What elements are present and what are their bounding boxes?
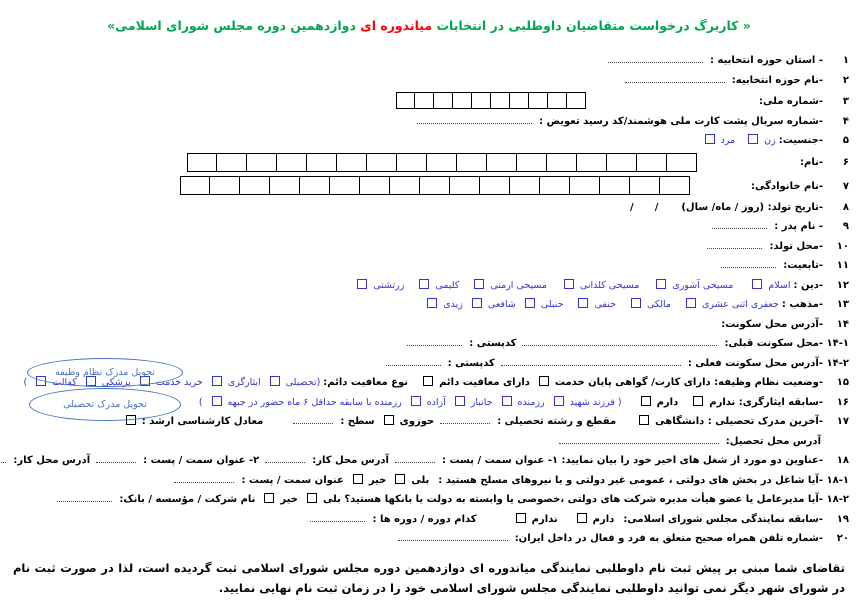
item-number: ۱۴-۲	[827, 357, 850, 369]
checkbox[interactable]	[475, 279, 485, 289]
checkbox[interactable]	[396, 474, 406, 484]
checkbox[interactable]	[657, 279, 667, 289]
char-box[interactable]	[631, 176, 661, 195]
char-boxes	[397, 92, 587, 109]
form-item-smart-card-serial	[10, 114, 850, 129]
spacer	[640, 287, 648, 288]
fill-in-field[interactable]	[294, 414, 334, 424]
fill-in-field[interactable]	[58, 492, 113, 502]
spacer	[615, 521, 621, 522]
char-box[interactable]	[241, 176, 271, 195]
option-label: حنبلی	[541, 299, 565, 310]
form-item-denomination	[10, 297, 850, 312]
spacer	[430, 482, 436, 483]
spacer	[409, 384, 415, 385]
field-label: عنوان سمت / پست :	[242, 474, 345, 486]
char-box[interactable]	[601, 176, 631, 195]
field-label: سطح :	[341, 416, 376, 427]
field-label: دارم	[593, 513, 616, 525]
item-number: ۶	[843, 157, 850, 168]
checkbox[interactable]	[271, 376, 281, 386]
option-label: آزاده	[427, 396, 447, 408]
field-label: ۲- عنوان سمت / پست :	[144, 455, 261, 466]
form-item-last-name	[10, 176, 850, 195]
char-boxes	[181, 176, 691, 195]
fill-in-field[interactable]	[399, 531, 509, 541]
option-label: حنفی	[595, 299, 617, 310]
form-items	[10, 53, 850, 546]
spacer	[564, 306, 570, 307]
option-label: جعفری اثنی عشری	[703, 299, 780, 310]
item-number: ۱۲	[837, 279, 850, 291]
field-label: -نام خانوادگی:	[752, 180, 824, 192]
field-label: - استان حوزه انتخابیه :	[711, 55, 824, 66]
item-number: ۲۰	[837, 533, 850, 544]
char-box[interactable]	[608, 153, 638, 172]
field-label: - نام پدر :	[775, 221, 824, 232]
char-box[interactable]	[638, 153, 668, 172]
option-label: زن	[765, 135, 777, 146]
checkbox[interactable]	[503, 396, 513, 406]
field-label: /	[631, 201, 635, 213]
char-box[interactable]	[211, 176, 241, 195]
option-label: (تحصیلی	[286, 377, 322, 388]
spacer	[659, 209, 679, 210]
form-title	[10, 18, 850, 33]
item-number: ۱۱	[837, 260, 850, 271]
checkbox[interactable]	[753, 279, 763, 289]
field-label: -عناوین دو مورد از شغل های اخیر خود را بیان نمایید: ۱- عنوان سمت / پست :	[442, 455, 824, 466]
char-box[interactable]	[473, 92, 492, 109]
military-doc-oval	[28, 358, 184, 387]
char-box[interactable]	[568, 92, 587, 109]
form-item-national-id	[10, 92, 850, 109]
spacer	[587, 103, 757, 104]
checkbox[interactable]	[642, 396, 652, 406]
checkbox[interactable]	[354, 474, 364, 484]
fill-in-field[interactable]	[722, 258, 777, 268]
fill-in-field[interactable]	[502, 356, 682, 366]
item-number: ۱۹	[837, 513, 850, 525]
fill-in-field[interactable]	[418, 114, 533, 124]
spacer	[679, 404, 685, 405]
item-number: ۱۸-۲	[827, 494, 850, 505]
checkbox[interactable]	[265, 493, 275, 503]
option-label: )	[199, 396, 204, 408]
education-doc-oval	[30, 388, 182, 421]
field-label: خیر	[369, 474, 388, 486]
char-box[interactable]	[188, 153, 218, 172]
field-label: -وضعیت نظام وظیفه: دارای کارت/ گواهی پایان خدمت	[555, 377, 824, 388]
item-number: ۱۴	[837, 318, 850, 330]
option-label: مسیحی کلدانی	[580, 279, 641, 291]
checkbox[interactable]	[578, 513, 588, 523]
field-label: آدرس محل کار:	[14, 455, 92, 466]
char-box[interactable]	[451, 176, 481, 195]
char-box[interactable]	[488, 153, 518, 172]
spacer	[698, 164, 798, 165]
field-label: -شماره سریال پشت کارت ملی هوشمند/کد رسید تعویض :	[540, 115, 824, 127]
field-label: -سابقه نمایندگی مجلس شورای اسلامی:	[624, 513, 824, 525]
checkbox[interactable]	[473, 298, 483, 308]
field-label: -جنسیت:	[779, 135, 824, 146]
char-box[interactable]	[571, 176, 601, 195]
char-box[interactable]	[278, 153, 308, 172]
item-number: ۱۸	[837, 455, 850, 466]
spacer	[460, 287, 466, 288]
field-label: معادل کارشناسی ارشد :	[142, 416, 265, 427]
field-label: -آدرس محل سکونت:	[722, 318, 824, 330]
option-label: کلیمی	[436, 279, 461, 291]
char-box[interactable]	[518, 153, 548, 172]
char-box[interactable]	[511, 92, 530, 109]
form-item-nationality	[10, 258, 850, 273]
char-box[interactable]	[398, 153, 428, 172]
item-number: ۷	[843, 180, 850, 192]
fill-in-field[interactable]	[408, 336, 463, 346]
fill-in-field[interactable]	[266, 453, 306, 463]
field-label: حوزوی	[400, 416, 436, 427]
fill-in-field[interactable]	[523, 336, 718, 346]
spacer	[264, 423, 288, 424]
char-box[interactable]	[549, 92, 568, 109]
form-item-recent-jobs	[10, 453, 850, 468]
spacer	[734, 287, 744, 288]
option-label: جانباز	[471, 396, 494, 408]
checkbox[interactable]	[632, 298, 642, 308]
item-number: ۴	[843, 115, 850, 127]
checkbox[interactable]	[358, 279, 368, 289]
checkbox[interactable]	[640, 415, 650, 425]
char-box[interactable]	[391, 176, 421, 195]
title-text-start: « کاربرگ درخواست متقاضیان داوطلبی در انتخابات	[433, 18, 752, 33]
field-label: -تاریخ تولد: (روز / ماه/ سال)	[682, 201, 824, 213]
title-text-end: دوازدهمین دوره مجلس شورای اسلامی»	[108, 18, 362, 33]
field-label: -آخرین مدرک تحصیلی : دانشگاهی	[656, 416, 824, 427]
char-boxes	[188, 153, 698, 172]
field-label: دارای معافیت دائم	[440, 377, 531, 388]
option-label: مسیحی ارمنی	[491, 279, 548, 291]
item-number: ۵	[843, 135, 850, 146]
fill-in-field[interactable]	[708, 239, 763, 249]
field-label: خیر	[281, 494, 299, 505]
form-item-father-name	[10, 219, 850, 234]
item-number: ۹	[843, 221, 850, 232]
form-item-gender	[10, 133, 850, 148]
char-box[interactable]	[308, 153, 338, 172]
fill-in-field[interactable]	[387, 356, 442, 366]
checkbox[interactable]	[456, 396, 466, 406]
char-box[interactable]	[548, 153, 578, 172]
option-label: پزشکی	[102, 377, 132, 388]
option-label: مالکی	[647, 299, 672, 310]
char-box[interactable]	[368, 153, 398, 172]
field-label: -تابعیت:	[784, 260, 824, 271]
fill-in-field[interactable]	[609, 53, 704, 63]
spacer	[548, 287, 556, 288]
form-item-public-sector-employment	[10, 473, 850, 488]
field-label: -نام:	[801, 157, 824, 168]
checkbox[interactable]	[687, 298, 697, 308]
field-label: -سابقه ایثارگری: ندارم	[710, 396, 824, 408]
form-item-electoral-province	[10, 53, 850, 68]
field-label: -دین :	[794, 279, 824, 291]
checkbox[interactable]	[526, 298, 536, 308]
item-number: ۱۸-۱	[827, 474, 850, 486]
char-box[interactable]	[416, 92, 435, 109]
field-label: نوع معافیت دائم:	[324, 377, 410, 388]
checkbox[interactable]	[213, 376, 223, 386]
form-item-parliament-record	[10, 512, 850, 527]
military-doc-oval-label: تحویل مدرک نظام وظیفه	[56, 367, 156, 378]
char-box[interactable]	[218, 153, 248, 172]
checkbox[interactable]	[213, 396, 223, 406]
item-number: ۸	[843, 201, 850, 213]
char-box[interactable]	[530, 92, 549, 109]
checkbox[interactable]	[517, 513, 527, 523]
checkbox[interactable]	[424, 376, 434, 386]
field-label: دارم	[657, 396, 680, 408]
char-box[interactable]	[421, 176, 451, 195]
char-box[interactable]	[511, 176, 541, 195]
spacer	[617, 306, 623, 307]
checkbox[interactable]	[694, 396, 704, 406]
spacer	[623, 404, 633, 405]
field-label: -آیا مدیرعامل یا عضو هیأت مدیره شرکت های دولتی ،خصوصی یا وابسته به دولت یا بانکها هستید؟ بلی	[323, 494, 824, 505]
field-label: -آیا شاغل در بخش های دولتی ، عمومی غیر دولتی و یا نیروهای مسلح هستید :	[439, 474, 824, 486]
title-highlight: میاندوره ای	[361, 18, 434, 33]
fill-in-field[interactable]	[441, 414, 491, 424]
char-box[interactable]	[492, 92, 511, 109]
option-label: زرتشتی	[374, 279, 406, 291]
char-box[interactable]	[428, 153, 458, 172]
fill-in-field[interactable]	[175, 473, 235, 483]
checkbox[interactable]	[412, 396, 422, 406]
checkbox[interactable]	[565, 279, 575, 289]
option-label: زیدی	[444, 299, 464, 310]
item-number: ۱	[843, 55, 850, 66]
char-box[interactable]	[248, 153, 278, 172]
fill-in-field[interactable]	[626, 73, 726, 83]
item-number: ۳	[843, 95, 850, 107]
option-label: ایثارگری	[228, 377, 262, 388]
form-item-residence-address	[10, 317, 850, 332]
char-box[interactable]	[435, 92, 454, 109]
option-label: مسیحی آشوری	[673, 279, 735, 291]
field-label: بلی	[412, 474, 431, 486]
option-label: شافعی	[488, 299, 517, 310]
char-box[interactable]	[181, 176, 211, 195]
char-box[interactable]	[397, 92, 416, 109]
option-label: رزمنده با سابقه حداقل ۶ ماه حضور در جبهه	[228, 396, 403, 408]
field-label: کدپستی :	[470, 338, 518, 349]
field-label: مقطع و رشته تحصیلی :	[498, 416, 618, 427]
item-number: ۲	[843, 74, 850, 86]
field-label: -شماره تلفن همراه صحیح متعلق به فرد و فعال در داخل ایران:	[515, 533, 824, 544]
field-label: -محل سکونت قبلی:	[725, 338, 824, 349]
field-label: -نام حوزه انتخابیه:	[732, 74, 824, 86]
fill-in-field[interactable]	[396, 453, 436, 463]
fill-in-field[interactable]	[0, 453, 7, 463]
checkbox[interactable]	[749, 134, 759, 144]
option-label: اسلام	[769, 279, 792, 291]
checkbox[interactable]	[420, 279, 430, 289]
spacer	[478, 521, 508, 522]
option-label: )	[24, 377, 29, 388]
item-number: ۱۶	[837, 396, 850, 408]
form-item-electoral-district-name	[10, 73, 850, 88]
field-label: نام شرکت / مؤسسه / بانک:	[120, 494, 257, 505]
checkbox[interactable]	[308, 493, 318, 503]
form-item-previous-residence	[10, 336, 850, 351]
field-label: -شماره ملی:	[760, 95, 824, 107]
checkbox[interactable]	[385, 415, 395, 425]
form-item-birth-place	[10, 239, 850, 254]
spacer	[617, 423, 631, 424]
field-label: آدرس محل تحصیل:	[726, 435, 822, 447]
item-number: ۱۰	[837, 240, 850, 252]
footer-note: تقاضای شما مبنی بر پیش ثبت نام داوطلبی نمایندگی میاندوره ای دوازدهمین دوره مجلس شورای اسلامی ثبت گردیده است، لذا در صورت ثبت نام در شورای شهر دیگر نمی توانید داوطلبی نمایندگی مجلس شورای اسلامی خود را در زمان ثبت نام نهایی نمایید.	[14, 561, 846, 596]
char-box[interactable]	[458, 153, 488, 172]
option-label: مرد	[721, 135, 737, 146]
char-box[interactable]	[271, 176, 301, 195]
char-box[interactable]	[454, 92, 473, 109]
field-label: کدام دوره / دوره ها :	[373, 513, 478, 525]
spacer	[405, 287, 411, 288]
field-label: کدپستی :	[448, 357, 496, 369]
item-number: ۱۳	[837, 299, 850, 310]
fill-in-field[interactable]	[713, 219, 768, 229]
form-item-mobile-number	[10, 531, 850, 546]
field-label: -محل تولد:	[770, 240, 824, 252]
fill-in-field[interactable]	[311, 512, 366, 522]
form-item-first-name	[10, 153, 850, 172]
education-doc-oval-label: تحویل مدرک تحصیلی	[64, 399, 148, 410]
form-item-birth-date	[10, 200, 850, 215]
item-number: ۱۷	[837, 416, 850, 427]
checkbox[interactable]	[579, 298, 589, 308]
checkbox[interactable]	[540, 376, 550, 386]
field-label: -آدرس محل سکونت فعلی :	[688, 357, 824, 369]
checkbox[interactable]	[706, 134, 716, 144]
spacer	[559, 521, 569, 522]
char-box[interactable]	[301, 176, 331, 195]
fill-in-field[interactable]	[560, 434, 720, 444]
option-label: کفالت	[53, 377, 78, 388]
form-item-board-membership	[10, 492, 850, 507]
char-box[interactable]	[338, 153, 368, 172]
form-item-education-address	[10, 434, 850, 449]
char-box[interactable]	[578, 153, 608, 172]
char-box[interactable]	[661, 176, 691, 195]
char-box[interactable]	[481, 176, 511, 195]
item-number: ۱۵	[837, 377, 850, 388]
char-box[interactable]	[331, 176, 361, 195]
char-box[interactable]	[668, 153, 698, 172]
form-item-religion	[10, 278, 850, 293]
checkbox[interactable]	[428, 298, 438, 308]
field-label: ندارم	[532, 513, 559, 525]
fill-in-field[interactable]	[97, 453, 137, 463]
checkbox[interactable]	[555, 396, 565, 406]
option-label: ( فرزند شهید	[570, 396, 623, 408]
spacer	[736, 142, 740, 143]
spacer	[635, 209, 653, 210]
spacer	[691, 188, 749, 189]
field-label: /	[655, 201, 660, 213]
field-label: آدرس محل کار:	[313, 455, 390, 466]
option-label: خرید خدمت	[156, 377, 204, 388]
item-number: ۱۴-۱	[827, 338, 850, 349]
char-box[interactable]	[361, 176, 391, 195]
spacer	[672, 306, 678, 307]
option-label: رزمنده	[518, 396, 546, 408]
char-box[interactable]	[541, 176, 571, 195]
field-label: -مذهب :	[782, 299, 824, 310]
